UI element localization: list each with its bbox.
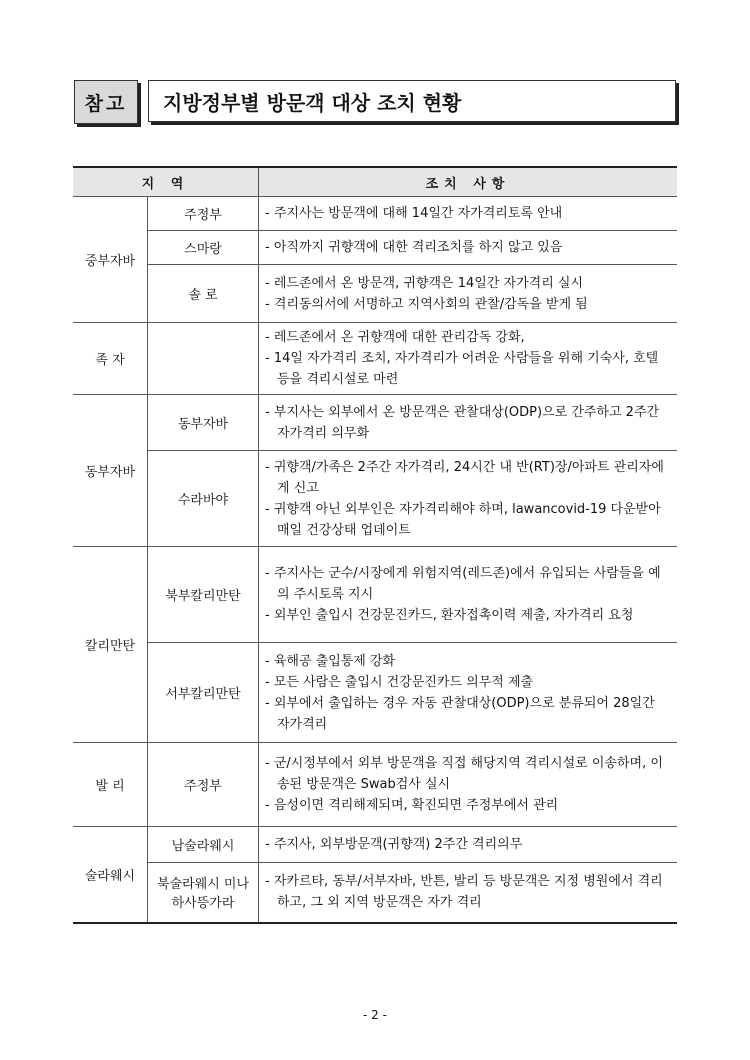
region-cell: 동부자바 [73,395,148,547]
subregion-cell: 동부자바 [148,395,259,451]
measure-line: - 모든 사람은 출입시 건강문진카드 의무적 제출 [265,674,534,690]
reference-badge: 참고 [74,80,138,124]
measure-line: - 외부에서 출입하는 경우 자동 관찰대상(ODP)으로 분류되어 28일간 자가격리 [265,695,655,732]
measure-line: - 레드존에서 온 방문객, 귀향객은 14일간 자가격리 실시 [265,275,584,291]
subregion-cell: 북술라웨시 미나하사뜽가라 [148,863,259,923]
region-cell: 술라웨시 [73,827,148,923]
page-title: 지방정부별 방문객 대상 조치 현황 [148,80,676,122]
subregion-cell [148,323,259,395]
subregion-cell: 주정부 [148,197,259,231]
measure-line: - 음성이면 격리해제되며, 확진되면 주정부에서 관리 [265,798,559,813]
measure-cell [259,265,678,323]
table-row [73,863,677,923]
table-row [73,643,677,743]
measure-line: - 레드존에서 온 귀향객에 대한 관리감독 강화, [265,330,525,345]
subregion-cell: 스마랑 [148,231,259,265]
measure-line: - 귀향객/가족은 2주간 자가격리, 24시간 내 반(RT)장/아파트 관리자에게 신고 [265,459,664,496]
col-header-region: 지 역 [73,167,259,197]
measure-cell [259,197,678,231]
measure-line: - 귀향객 아닌 외부인은 자가격리해야 하며, lawancovid-19 다운받아 매일 건강상태 업데이트 [265,501,661,538]
subregion-cell: 남술라웨시 [148,827,259,863]
measure-line: - 격리동의서에 서명하고 지역사회의 관찰/감독을 받게 됨 [265,296,588,312]
measure-line: - 아직까지 귀향객에 대한 격리조치를 하지 않고 있음 [265,240,563,255]
measure-cell [259,743,678,827]
measure-cell [259,827,678,863]
table-row [73,547,677,643]
subregion-cell: 북부칼리만탄 [148,547,259,643]
table-row [73,451,677,547]
table-row [73,743,677,827]
measure-line: - 육해공 출입통제 강화 [265,653,396,669]
measure-line: - 14일 자가격리 조치, 자가격리가 어려운 사람들을 위해 기숙사, 호텔 등을 격리시설로 마련 [265,351,659,387]
subregion-cell: 서부칼리만탄 [148,643,259,743]
measure-line: - 주지사, 외부방문객(귀향객) 2주간 격리의무 [265,837,523,852]
table-row [73,395,677,451]
measure-line: - 부지사는 외부에서 온 방문객은 관찰대상(ODP)으로 간주하고 2주간 자가격리 의무화 [265,404,660,441]
measure-line: - 자카르타, 동부/서부자바, 반튼, 발리 등 방문객은 지정 병원에서 격리하고, 그 외 지역 방문객은 자가 격리 [265,874,663,911]
table-row [73,827,677,863]
table-header-row [73,167,677,197]
measure-cell [259,643,678,743]
table-row [73,323,677,395]
measure-line: - 군/시정부에서 외부 방문객을 직접 해당지역 격리시설로 이송하며, 이송된 방문객은 Swab검사 실시 [265,756,663,792]
measure-line: - 주지사는 방문객에 대해 14일간 자가격리토록 안내 [265,206,563,221]
measure-line: - 주지사는 군수/시장에게 위험지역(레드존)에서 유입되는 사람들을 예의 주시토록 지시 [265,566,661,602]
measure-cell [259,451,678,547]
region-cell: 발 리 [73,743,148,827]
region-cell: 칼리만탄 [73,547,148,743]
measure-line: - 외부인 출입시 건강문진카드, 환자접촉이력 제출, 자가격리 요청 [265,608,634,623]
region-cell: 중부자바 [73,197,148,323]
table-row [73,265,677,323]
col-header-measure: 조치 사항 [259,167,678,197]
measure-cell [259,395,678,451]
subregion-cell: 솔 로 [148,265,259,323]
subregion-cell: 수라바야 [148,451,259,547]
measure-cell [259,863,678,923]
measure-cell [259,231,678,265]
table-row [73,231,677,265]
measure-cell [259,547,678,643]
measures-table [73,166,677,924]
table-row [73,197,677,231]
region-cell: 족 자 [73,323,148,395]
page-number: - 2 - [363,1008,387,1022]
measure-cell [259,323,678,395]
subregion-cell: 주정부 [148,743,259,827]
